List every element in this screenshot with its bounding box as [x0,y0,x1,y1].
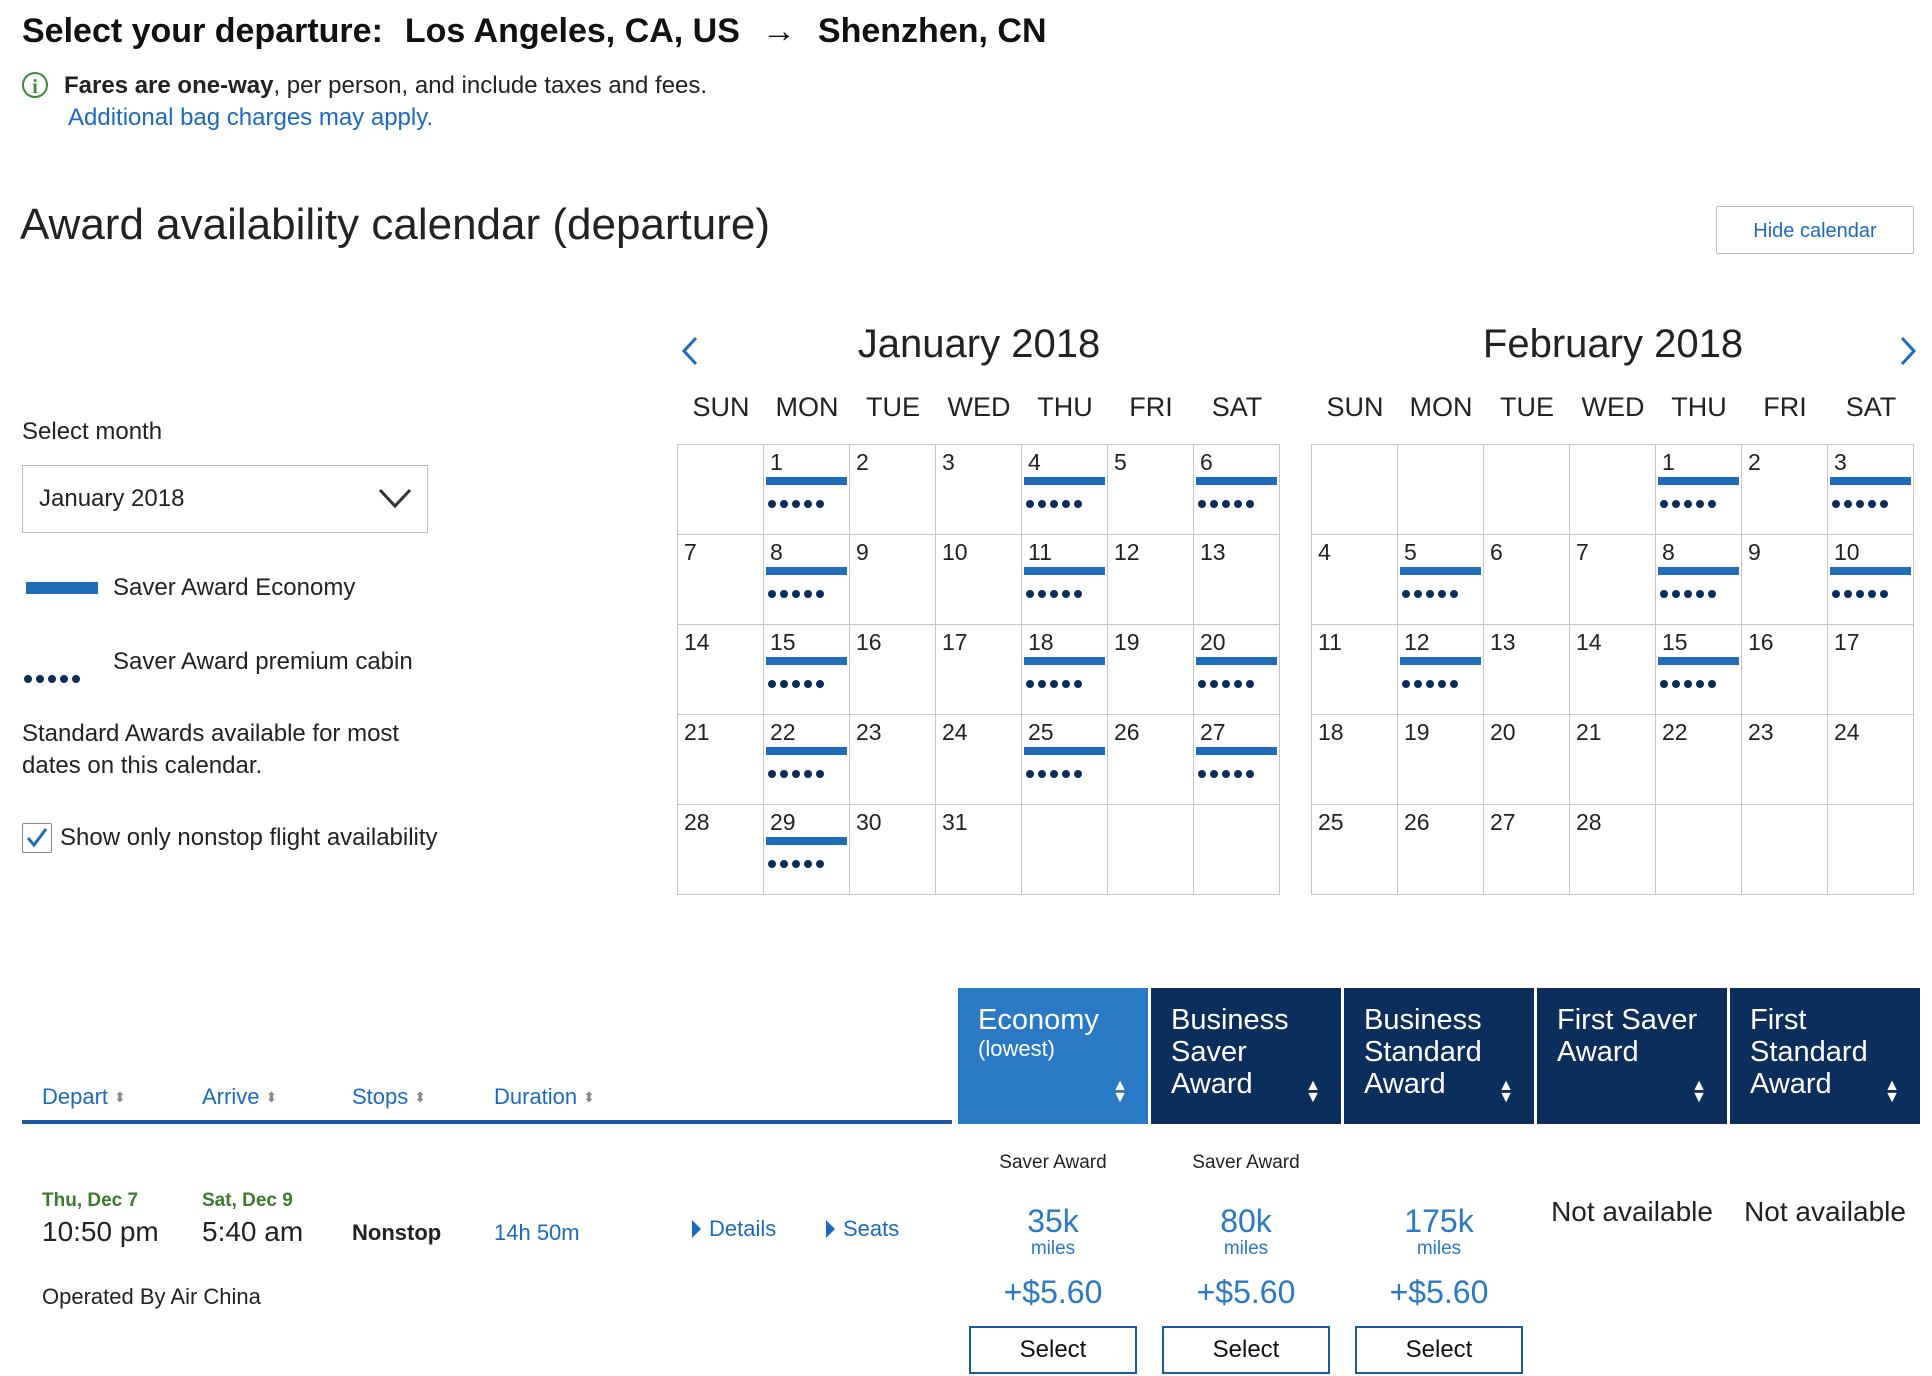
calendar-day[interactable] [1194,535,1280,625]
hide-calendar-button[interactable]: Hide calendar [1716,206,1914,254]
fare-first-standard-not-available: Not available [1744,1196,1906,1227]
day-number: 17 [1834,629,1860,655]
saver-premium-dots [768,495,828,513]
day-number: 1 [770,449,783,475]
details-link-label: Details [709,1216,777,1241]
weekday-label: SUN [1326,392,1384,422]
month-title: January 2018 [857,322,1101,366]
calendar-day[interactable] [1194,625,1280,715]
calendar-day[interactable] [1398,625,1484,715]
sort-duration[interactable] [494,1084,595,1110]
calendar-day[interactable] [1828,535,1914,625]
sort-arrive[interactable] [202,1084,277,1110]
saver-premium-dots [768,675,828,693]
day-number: 13 [1200,539,1226,565]
calendar-day[interactable] [764,445,850,535]
day-number: 8 [1662,539,1675,565]
day-number: 20 [1490,719,1516,745]
weekday-label: WED [947,392,1011,422]
sort-arrive-label: Arrive [202,1084,260,1109]
calendar-day[interactable] [850,715,936,805]
calendar-day[interactable] [1312,535,1398,625]
weekday-label: FRI [1763,392,1807,422]
operated-by: Operated By Air China [42,1284,261,1309]
day-number: 20 [1200,629,1226,655]
calendar-day[interactable] [1022,535,1108,625]
day-number: 5 [1114,449,1127,475]
calendar-empty-cell [1022,805,1108,895]
calendar-day[interactable] [1312,715,1398,805]
calendar-day[interactable] [1398,535,1484,625]
calendar-day[interactable] [936,535,1022,625]
calendar-day[interactable] [678,805,764,895]
saver-premium-dots [1832,585,1892,603]
checkmark-icon [23,824,51,852]
calendar-day[interactable] [1484,625,1570,715]
arrive-time: 5:40 am [202,1216,304,1247]
saver-economy-bar [1658,567,1739,575]
calendar-empty-cell [1194,805,1280,895]
day-number: 27 [1200,719,1226,745]
calendar-day[interactable] [1484,715,1570,805]
cabin-tab-label: First Standard Award [1750,1004,1868,1100]
cabin-tab-label: Business Standard Award [1364,1004,1482,1100]
calendar-day[interactable] [764,535,850,625]
calendar-day[interactable] [936,805,1022,895]
weekday-label: TUE [866,392,920,422]
day-number: 9 [1748,539,1761,565]
route-arrow: → [761,12,796,50]
day-number: 25 [1028,719,1054,745]
saver-economy-bar [1830,567,1911,575]
calendar-day[interactable] [1022,625,1108,715]
page-heading [22,12,1047,51]
fare-miles-unit: miles [1223,1238,1269,1259]
sort-depart-label: Depart [42,1084,109,1109]
weekday-label: FRI [1129,392,1173,422]
day-number: 22 [770,719,796,745]
saver-economy-bar [766,477,847,485]
day-number: 26 [1114,719,1140,745]
fare-business-standard [1344,1152,1534,1374]
day-number: 3 [1834,449,1847,475]
day-number: 28 [1576,809,1602,835]
calendar-day[interactable] [764,625,850,715]
day-number: 28 [684,809,710,835]
sort-icon: ⬍ [583,1089,595,1105]
calendar-day[interactable] [764,715,850,805]
month-select[interactable] [22,465,428,533]
weekday-row-jan [678,392,1280,423]
weekday-label: MON [1409,392,1473,422]
calendar-empty-cell [1484,445,1570,535]
fare-type: Saver Award [999,1152,1107,1173]
saver-economy-bar [1400,567,1481,575]
weekday-label: THU [1037,392,1093,422]
info-icon: i [22,72,48,98]
fare-miles-unit: miles [1030,1238,1076,1259]
calendar-day[interactable] [1484,805,1570,895]
day-number: 18 [1318,719,1344,745]
fares-note-bold: Fares are one-way [64,72,274,99]
calendar-day[interactable] [1742,715,1828,805]
day-number: 9 [856,539,869,565]
tab-business-saver[interactable] [1151,988,1341,1124]
calendar-day[interactable] [1484,535,1570,625]
fare-miles: 80k [1220,1203,1272,1239]
calendar-day[interactable] [936,445,1022,535]
nonstop-checkbox[interactable] [22,823,52,853]
day-number: 25 [1318,809,1344,835]
day-number: 31 [942,809,968,835]
sort-icon: ▲ ▼ [1305,1077,1321,1106]
saver-economy-bar [1658,657,1739,665]
saver-economy-bar [1196,657,1277,665]
arrive-date: Sat, Dec 9 [202,1190,293,1211]
calendar-empty-cell [1312,445,1398,535]
calendar-day[interactable] [1742,445,1828,535]
saver-economy-bar [1024,747,1105,755]
day-number: 19 [1404,719,1430,745]
seats-link-label: Seats [843,1216,900,1241]
calendar-empty-cell [1108,805,1194,895]
calendar-day[interactable] [764,805,850,895]
saver-economy-bar [1196,747,1277,755]
day-number: 15 [1662,629,1688,655]
day-number: 18 [1028,629,1054,655]
calendar-day[interactable] [1312,625,1398,715]
calendar-grid-january [677,444,1280,895]
calendar-day[interactable] [1828,445,1914,535]
calendar-day[interactable] [850,625,936,715]
day-number: 2 [1748,449,1761,475]
calendar-title: Award availability calendar (departure) [20,200,771,249]
sort-icon: ⬍ [114,1089,126,1105]
day-number: 7 [684,539,697,565]
fare-type [1344,1152,1534,1176]
calendar-empty-cell [1398,445,1484,535]
calendar-day[interactable] [1656,445,1742,535]
day-number: 6 [1490,539,1503,565]
standard-awards-note: Standard Awards available for most dates on this calendar. [22,720,400,779]
destination-city: Shenzhen, CN [817,12,1047,50]
calendar-day[interactable] [1108,625,1194,715]
saver-economy-bar [1024,657,1105,665]
day-number: 22 [1662,719,1688,745]
weekday-row-feb [1312,392,1914,423]
day-number: 11 [1318,629,1342,655]
calendar-day[interactable] [1656,715,1742,805]
calendar-empty-cell [1742,805,1828,895]
tab-economy[interactable] [958,988,1148,1124]
day-number: 12 [1404,629,1430,655]
saver-premium-dots [1198,675,1258,693]
select-month-label: Select month [22,418,163,445]
weekday-label: THU [1671,392,1727,422]
day-number: 12 [1114,539,1140,565]
saver-premium-dots [1402,585,1462,603]
fare-fee: +$5.60 [1003,1274,1103,1310]
sort-stops-label: Stops [352,1084,409,1109]
tab-first-standard[interactable] [1730,988,1920,1124]
cabin-tab-label: Economy [978,1004,1099,1036]
fare-economy [958,1152,1148,1374]
calendar-day[interactable] [1656,625,1742,715]
triangle-right-icon [692,1220,701,1238]
calendar-day[interactable] [850,535,936,625]
day-number: 1 [1662,449,1675,475]
calendar-day[interactable] [1312,805,1398,895]
day-number: 24 [1834,719,1860,745]
saver-premium-dots [768,585,828,603]
calendar-day[interactable] [1108,535,1194,625]
calendar-day[interactable] [1742,625,1828,715]
calendar-day[interactable] [1022,445,1108,535]
day-number: 15 [770,629,796,655]
calendar-day[interactable] [1570,805,1656,895]
saver-premium-dots [1026,495,1086,513]
calendar-day[interactable] [1194,715,1280,805]
fare-first-saver-not-available: Not available [1551,1196,1713,1227]
duration-value: 14h 50m [494,1220,580,1245]
calendar-day[interactable] [1570,625,1656,715]
stops-value: Nonstop [352,1220,442,1245]
triangle-right-icon [826,1220,835,1238]
saver-economy-bar [1024,567,1105,575]
saver-economy-bar [766,747,847,755]
sort-stops[interactable] [352,1084,426,1110]
sort-icon: ⬍ [265,1089,278,1105]
calendar-day[interactable] [1398,805,1484,895]
day-number: 10 [1834,539,1860,565]
fare-fee: +$5.60 [1389,1274,1489,1310]
fare-business-saver [1151,1152,1341,1374]
saver-economy-legend-bar [26,582,98,594]
fares-note-rest: , per person, and include taxes and fees. [273,72,708,99]
cabin-tab-label: First Saver Award [1557,1004,1698,1068]
saver-economy-bar [1830,477,1911,485]
saver-premium-dots [1198,765,1258,783]
fares-note [64,72,707,100]
origin-city: Los Angeles, CA, US [404,12,740,50]
calendar-day[interactable] [1570,535,1656,625]
day-number: 27 [1490,809,1516,835]
tab-first-saver[interactable] [1537,988,1727,1124]
depart-time: 10:50 pm [42,1216,159,1247]
saver-premium-dots [768,855,828,873]
cabin-tab-sub: (lowest) [978,1036,1056,1061]
fare-miles: 175k [1404,1203,1474,1239]
calendar-day[interactable] [1828,715,1914,805]
day-number: 19 [1114,629,1140,655]
day-number: 10 [942,539,968,565]
day-number: 8 [770,539,783,565]
saver-premium-dots [1026,765,1086,783]
day-number: 30 [856,809,882,835]
sort-duration-label: Duration [494,1084,578,1109]
details-link[interactable] [692,1216,776,1242]
saver-premium-dots [1198,495,1258,513]
day-number: 4 [1318,539,1331,565]
saver-economy-bar [1196,477,1277,485]
calendar-day[interactable] [678,625,764,715]
calendar-day[interactable] [1656,535,1742,625]
calendar-day[interactable] [1828,625,1914,715]
calendar-day[interactable] [850,805,936,895]
day-number: 2 [856,449,869,475]
day-number: 4 [1028,449,1041,475]
saver-premium-dots [1402,675,1462,693]
calendar-day[interactable] [936,625,1022,715]
calendar-empty-cell [1570,445,1656,535]
fare-type: Saver Award [1192,1152,1300,1173]
sort-icon: ▲ ▼ [1498,1077,1514,1106]
weekday-label: SAT [1845,392,1897,422]
day-number: 11 [1028,539,1052,565]
calendar-day[interactable] [678,535,764,625]
sort-icon: ⬍ [414,1089,426,1105]
saver-economy-bar [1400,657,1481,665]
saver-economy-bar [766,657,847,665]
day-number: 21 [1576,719,1602,745]
day-number: 6 [1200,449,1213,475]
saver-economy-bar [766,567,847,575]
select-button[interactable]: Select [1162,1326,1330,1374]
day-number: 26 [1404,809,1430,835]
sort-depart[interactable] [42,1084,126,1110]
calendar-day[interactable] [1194,445,1280,535]
calendar-day[interactable] [1742,535,1828,625]
weekday-label: SUN [692,392,750,422]
day-number: 7 [1576,539,1589,565]
weekday-label: MON [775,392,839,422]
calendar-empty-cell [1828,805,1914,895]
bag-charges-link[interactable]: Additional bag charges may apply. [68,104,434,131]
fare-miles-unit: miles [1416,1238,1462,1259]
fare-fee: +$5.60 [1196,1274,1296,1310]
day-number: 29 [770,809,796,835]
day-number: 23 [856,719,882,745]
nonstop-label: Show only nonstop flight availability [60,824,438,851]
legend-saver-premium: Saver Award premium cabin [113,648,413,675]
weekday-label: WED [1581,392,1645,422]
calendar-day[interactable] [678,715,764,805]
calendar-day[interactable] [1570,715,1656,805]
day-number: 21 [684,719,710,745]
calendar-empty-cell [1656,805,1742,895]
select-departure-label: Select your departure: [22,12,383,50]
day-number: 14 [684,629,710,655]
day-number: 23 [1748,719,1774,745]
day-number: 5 [1404,539,1417,565]
month-february [1312,322,1914,367]
depart-date: Thu, Dec 7 [42,1190,139,1211]
day-number: 24 [942,719,968,745]
legend-saver-economy: Saver Award Economy [113,574,356,601]
fare-miles: 35k [1027,1203,1079,1239]
calendar-day[interactable] [1398,715,1484,805]
sort-icon: ▲ ▼ [1112,1077,1128,1106]
calendar-day[interactable] [936,715,1022,805]
results-header-rule [22,1120,952,1124]
month-select-value: January 2018 [39,485,185,512]
saver-economy-bar [1658,477,1739,485]
weekday-label: SAT [1211,392,1263,422]
day-number: 16 [1748,629,1774,655]
cabin-tab-label: Business Saver Award [1171,1004,1289,1100]
sort-icon: ▲ ▼ [1691,1077,1707,1106]
calendar-grid-february [1311,444,1914,895]
calendar-day[interactable] [1108,445,1194,535]
select-button[interactable]: Select [969,1326,1137,1374]
chevron-down-icon [377,480,413,516]
saver-premium-legend-dots [24,670,84,688]
select-button[interactable]: Select [1355,1326,1523,1374]
day-number: 13 [1490,629,1516,655]
calendar-day[interactable] [1022,715,1108,805]
tab-business-standard[interactable] [1344,988,1534,1124]
saver-premium-dots [1026,675,1086,693]
saver-premium-dots [1660,585,1720,603]
weekday-label: TUE [1500,392,1554,422]
month-january [678,322,1280,367]
day-number: 14 [1576,629,1602,655]
calendar-day[interactable] [1108,715,1194,805]
saver-premium-dots [768,765,828,783]
day-number: 16 [856,629,882,655]
day-number: 17 [942,629,968,655]
saver-premium-dots [1660,675,1720,693]
sort-icon: ▲ ▼ [1884,1077,1900,1106]
day-number: 3 [942,449,955,475]
saver-premium-dots [1660,495,1720,513]
month-title: February 2018 [1482,322,1744,366]
saver-economy-bar [766,837,847,845]
saver-premium-dots [1026,585,1086,603]
saver-premium-dots [1832,495,1892,513]
calendar-empty-cell [678,445,764,535]
seats-link[interactable] [826,1216,899,1242]
saver-economy-bar [1024,477,1105,485]
calendar-day[interactable] [850,445,936,535]
